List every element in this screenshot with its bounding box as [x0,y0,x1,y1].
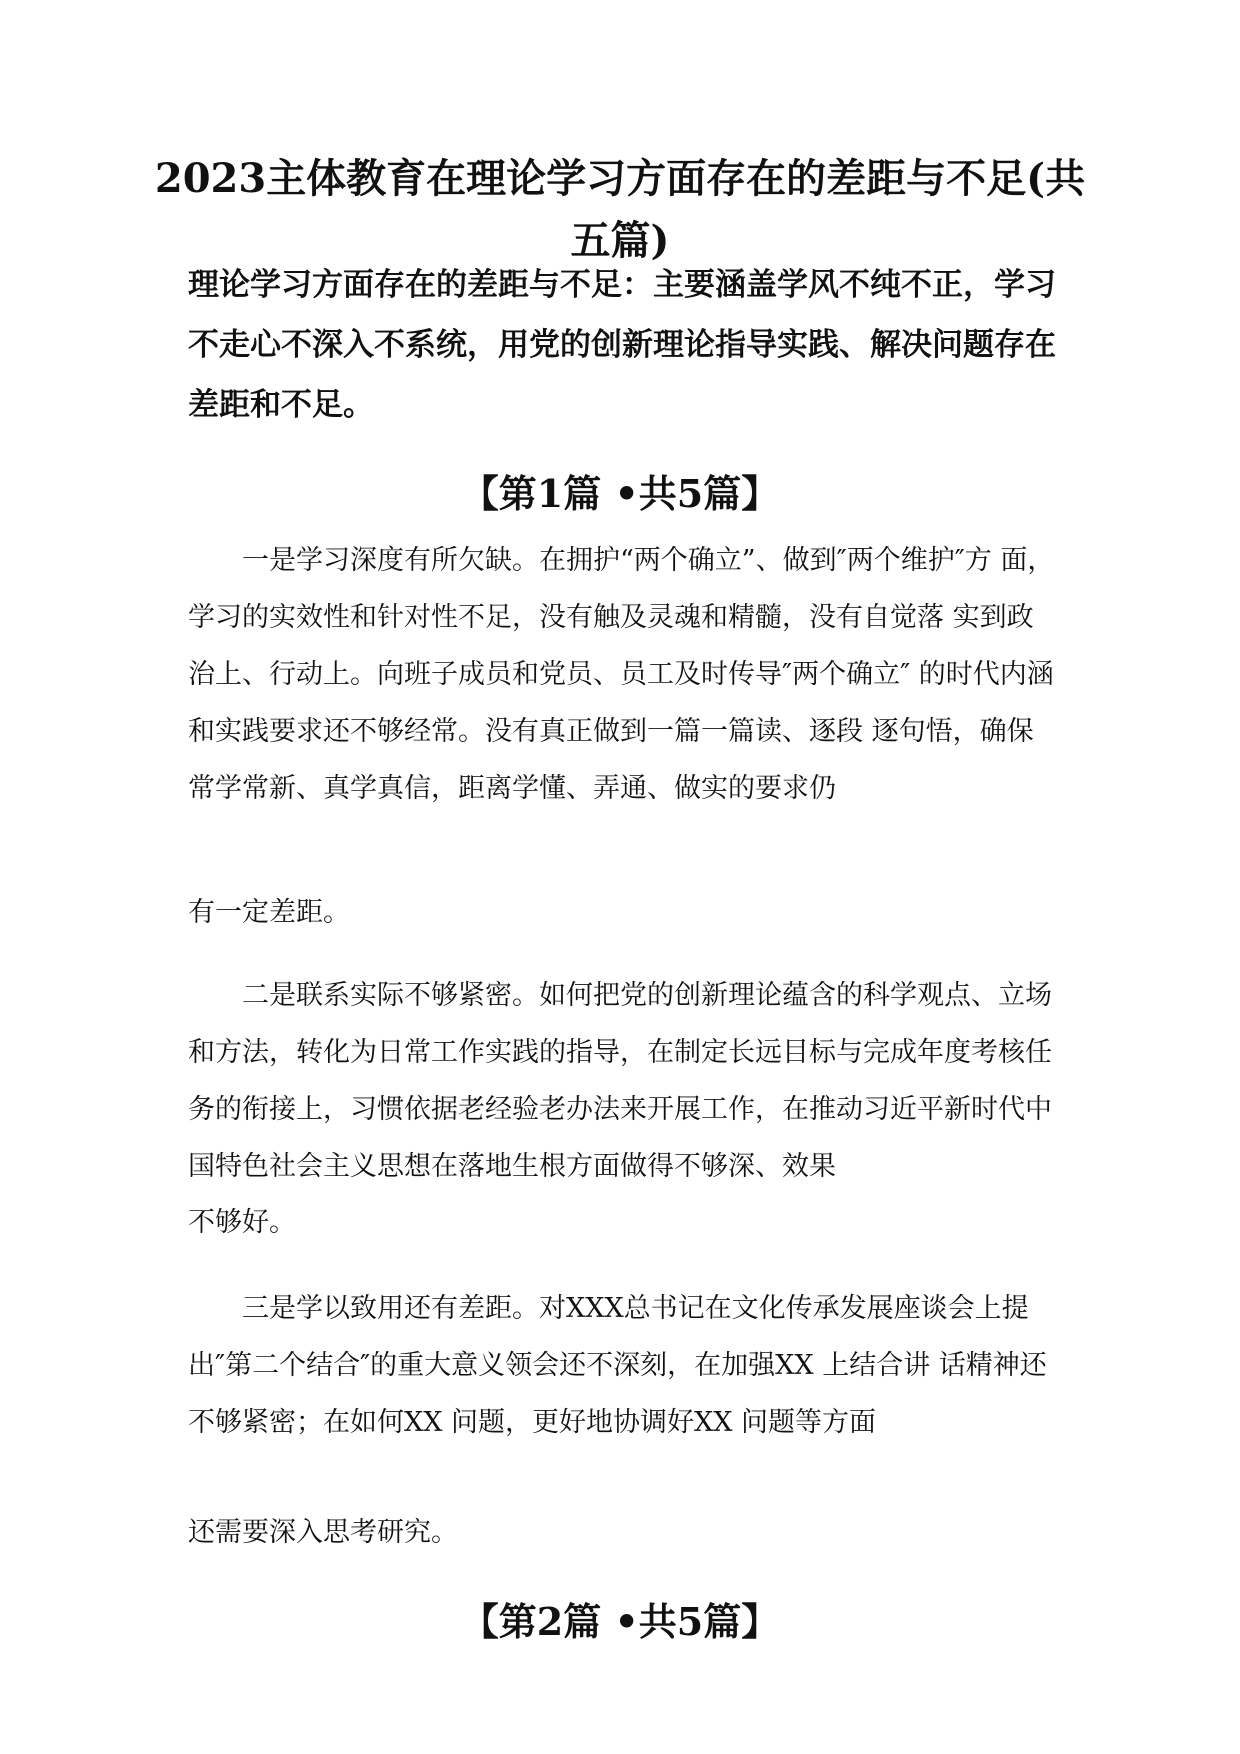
paragraph: 三是学以致用还有差距。对XXX总书记在文化传承发展座谈会上提出″第二个结合″的重大意义领会还不深刻，在加强XX 上结合讲 话精神还不够紧密；在如何XX 问题，更好地协调好XX 问题等方面 [188,1293,1047,1438]
document-intro: 理论学习方面存在的差距与不足：主要涵盖学风不纯不正，学习不走心不深入不系统，用党的创新理论指导实践、解决问题存在差距和不足。 [188,267,1056,423]
section-heading: 【第1篇 •共5篇】 [460,471,780,516]
paragraph: 二是联系实际不够紧密。如何把党的创新理论蕴含的科学观点、立场和方法，转化为日常工作实践的指导，在制定长远目标与完成年度考核任务的衔接上，习惯依据老经验老办法来开展工作，在推动习近平新时代中国特色社会主义思想在落地生根方面做得不够深、效果 [188,980,1052,1182]
paragraph: 一是学习深度有所欠缺。在拥护“两个确立”、做到″两个维护″方 面，学习的实效性和针对性不足，没有触及灵魂和精髓，没有自觉落 实到政治上、行动上。向班子成员和党员、员工及时传导″两个确立″ 的时代内涵和实践要求还不够经常。没有真正做到一篇一篇读、逐段 逐句悟，确保常学常新、真学真信，距离学懂、弄通、做实的要求仍 [188,545,1055,804]
paragraph-tail: 还需要深入思考研究。 [188,1517,458,1548]
paragraph-tail: 不够好。 [188,1207,296,1238]
section-heading: 【第2篇 •共5篇】 [460,1599,780,1644]
paragraph-tail: 有一定差距。 [188,897,350,928]
document-title: 2023主体教育在理论学习方面存在的差距与不足(共五篇) [154,155,1086,264]
